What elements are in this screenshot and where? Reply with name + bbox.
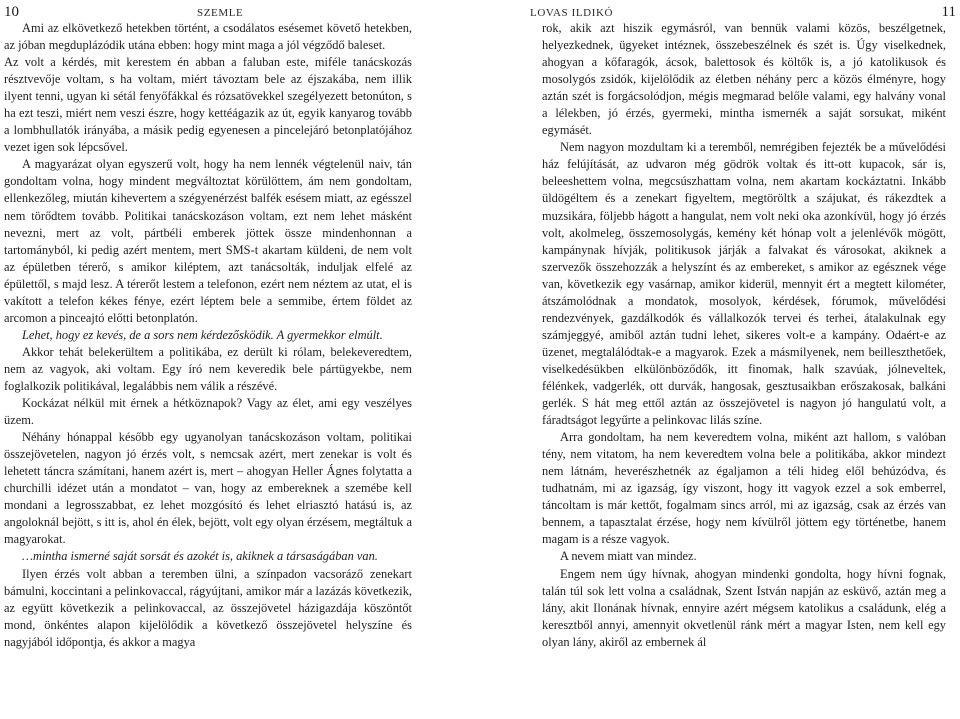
page-number: 11 <box>941 4 956 20</box>
paragraph: Akkor tehát belekerültem a politikába, ez derült ki rólam, belekeveredtem, nem az vagyok, aki voltam. Egy író nem keveredik bele pártügyekbe, nem foglalkozik politikával, legalábbis nem válik a részévé. <box>4 344 412 393</box>
italic-quote: …mintha ismerné saját sorsát és azokét is, akiknek a társaságában van. <box>22 549 378 564</box>
paragraph: Ilyen érzés volt abban a teremben ülni, a színpadon vacsoráző zenekart bámulni, koccintani a pelinkovaccal, rágyújtani, amikor már a lazázás következik, az együtt következik a pelinkovaccal, az összejövetel házigazdája köszöntőt mond, önkéntes alapon kijelölődik a következő összejövetel helyszíne és nagyjából időpontja, és akkor a magya <box>4 566 412 649</box>
paragraph: rok, akik azt hiszik egymásról, van bennük valami közös, beszélgetnek, helyezkednek, ügyeket intéznek, összebeszélnek és szét is. Úgy viselkednek, ahogyan a kőfaragók, ácsok, balettosok és költők is, a jó katolikusok és mosolygós zsidók, kijelölődik az életben néhány perc a közös élményre, hogy aztán szét is forgácsolódjon, mégis megmarad belőle valami, egy halvány vonal a lélekben, jó érzés, gyermeki, mintha ismernék a saját sorsukat, miként egymásét. <box>542 21 946 138</box>
paragraph: Ami az elkövetkező hetekben történt, a csodálatos esésemet követő hetekben, az jóban megduplázódik utána ebben: hogy mint maga a jól végződő baleset. <box>4 21 412 53</box>
paragraph: Az volt a kérdés, mit kerestem én abban a faluban este, miféle tanácskozás résztvevője voltam, s ha voltam, miért távoztam bele az éjszakába, nem illik ilyent tenni, ugyan ki sétál fenyőfákkal és rózsatövekkel szegélyezett betonúton, s ha ezt teszi, miért nem veszi észre, hogy kettéágazik az út, egyik kanyarog tovább a lombhullatók irányába, a másik pedig egyenesen a pincelejáró betonplatójához vezet igen sok lépcsővel. <box>4 55 412 155</box>
paragraph: A nevem miatt van mindez. <box>560 549 697 564</box>
right-page <box>480 0 960 719</box>
paragraph: Néhány hónappal később egy ugyanolyan tanácskozáson voltam, politikai összejövetelen, nagyon jó érzés volt, s nemcsak azért, mert zenekar is volt és lehetett táncra számítani, hanem azért is, mert – ahogyan Heller Ágnes folytatta a churchilli idézet után a mondatot – van, hogy az embereknek a szemébe kell mondani a legrosszabbat, ez lehet mozgósító és lehet elriasztó hatású is, az angoloknál bejött, s itt is, ahol én élek, bejött, volt egy olyan érzésem, megtáltuk a magyarokat. <box>4 430 412 547</box>
right-page-body <box>542 20 946 651</box>
paragraph: Kockázat nélkül mit érnek a hétköznapok? Vagy az élet, ami egy veszélyes üzem. <box>4 396 412 428</box>
paragraph: A magyarázat olyan egyszerű volt, hogy ha nem lennék végtelenül naiv, tán gondoltam volna, hogy mindent megváltoztat körülöttem, ám nem gondoltam, ellenkezőleg, miután kihevertem a szégyenérzést balfék esésem miatt, az egésszel nem törődtem tovább. Politikai tanácskozáson voltam, ezt nem lehet másként nevezni, mert az volt, pártbéli emberek jöttek össze mindenhonnan a tartományból, ki pedig azért mentem, mert SMS-t akartam küldeni, de nem volt az épületben térerő, s amikor kiléptem, azt tanácsolták, induljak elfelé az épülettől, s majd lesz. A térerőt lestem a telefonon, ezért nem néztem az utat, el is vakított a telefon kékes fénye, ezért léptem bele a semmibe, értem földet az arcomon a pinceajtó előtti betonplatón. <box>4 157 412 325</box>
running-head: SZEMLE <box>197 7 244 19</box>
running-head: LOVAS ILDIKÓ <box>530 7 614 19</box>
page-number: 10 <box>4 4 19 20</box>
paragraph: Arra gondoltam, ha nem keveredtem volna, miként azt hallom, s valóban tény, nem vitatom, ha nem keveredtem volna bele a politikába, akkor mindezt nem látnám, heverészhetnék az égaljamon a téli hideg elől behúzódva, és tudhatnám, mi az igazság, így viszont, hogy itt vagyok ezzel a sok emberrel, táncoltam is már kettőt, fogalmam sincs arról, mi az igazság, csak az érzés van bennem, a tapasztalat érzése, hogy nem kívülről jöttem egy történetbe, hanem magam is a része vagyok. <box>542 430 946 547</box>
paragraph: Engem nem úgy hívnak, ahogyan mindenki gondolta, hogy hívni fognak, talán túl sok lett volna a családnak, Szent István napján az esküvő, aztán meg a lány, akit Ilonának hívnak, ennyire azért mégsem katolikus a családunk, elég a keresztből annyi, amennyit okvetlenül ránk mért a magyar Isten, nem kell egy olyan lány, akiről az embernek ál <box>542 566 946 649</box>
italic-quote: Lehet, hogy ez kevés, de a sors nem kérdezősködik. A gyermekkor elmúlt. <box>22 327 383 342</box>
left-page-body <box>4 20 412 651</box>
paragraph: Nem nagyon mozdultam ki a teremből, nemrégiben fejezték be a művelődési ház felújítását, az udvaron még gödrök voltak és itt-ott kupacok, sár is, beleeshettem volna, megcsúszhattam volna, nem akartam kockáztatni. Inkább üldögéltem és a zenekart figyeltem, megtöröltk a szájukat, és rákezdtek a muzsikára, följebb hágott a hangulat, nem volt neki oka azonkívül, hogy jó érzés volt, akolmeleg, összemosolygás, kemény két hónap volt a jelenlévők mögött, kampánynak hívják, politikusok járják a falvakat és városokat, akiknek a szervezők összehozzák a helyszínt és az embereket, s amikor az egésznek vége van, következik egy vasárnap, amikor kiderül, mennyit ért a megtett kilométer, átszámolódnak a mondatok, mosolyok, kérdések, fórumok, művelődési rendezvények, gazdálkodók és vállalkozók tervei és terhei, átalakulnak egy számjeggyé, amiből aztán tudni lehet, sikeres volt-e a kampány. Odaért-e az üzenet, megtalálódtak-e a magyarok. Ezek a másmilyenek, nem beilleszthetőek, viselkedésükben elkülönböződők, itt finomak, halk szavúak, jólneveltek, félénkek, vadgerlék, ott durvák, hangosak, gesztusaikban erőszakosak, balkáni gerlék. S hát meg ettől aztán az összejövetel is nagyon jó hangulatú volt, a fáradtságot legyűrte a pelinkovac lilás színe. <box>542 140 946 428</box>
